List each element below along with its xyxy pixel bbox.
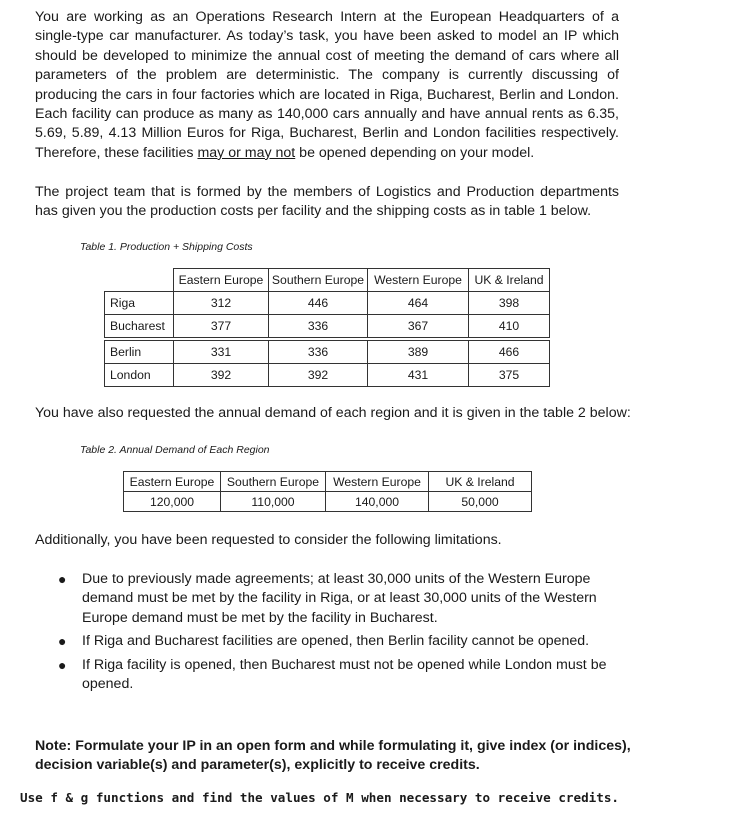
row-label: Bucharest — [105, 315, 174, 338]
table-row — [124, 492, 532, 512]
row-label: London — [105, 364, 174, 387]
costs-table — [104, 268, 550, 387]
footer-instruction: Use f & g functions and find the values of M when necessary to receive credits. — [20, 790, 619, 805]
table-cell: 389 — [368, 341, 469, 364]
table-cell: 312 — [174, 292, 269, 315]
table-cell: 375 — [469, 364, 550, 387]
bullet-icon: ● — [58, 571, 67, 587]
table-cell: 377 — [174, 315, 269, 338]
project-paragraph: The project team that is formed by the members of Logistics and Production departments has given you the production costs per facility and the shipping costs as in table 1 below. — [35, 184, 619, 220]
list-item: ● If Riga facility is opened, then Bucharest must not be opened while London must be opened. — [58, 656, 607, 693]
table-cell: 50,000 — [429, 492, 532, 512]
row-label: Berlin — [105, 341, 174, 364]
limitations-list — [58, 570, 618, 698]
table-cell: 336 — [269, 341, 368, 364]
table-cell: 392 — [174, 364, 269, 387]
table-row — [105, 315, 550, 338]
table-cell: 431 — [368, 364, 469, 387]
note-text: Note: Formulate your IP in an open form and while formulating it, give index (or indices), decision variable(s) and parameter(s), explicitly to receive credits. — [35, 738, 631, 774]
table-header-row — [124, 472, 532, 492]
table-corner-cell — [105, 269, 174, 292]
table-row — [105, 341, 550, 364]
table-cell: 392 — [269, 364, 368, 387]
table-cell: 331 — [174, 341, 269, 364]
column-header: Eastern Europe — [124, 472, 221, 492]
column-header: Western Europe — [368, 269, 469, 292]
bullet-icon: ● — [58, 656, 67, 673]
intro-paragraph — [35, 8, 619, 163]
column-header: Southern Europe — [221, 472, 326, 492]
column-header: UK & Ireland — [469, 269, 550, 292]
row-label: Riga — [105, 292, 174, 315]
table-header-row — [105, 269, 550, 292]
intro-text-end: be opened depending on your model. — [295, 144, 535, 161]
column-header: Southern Europe — [269, 269, 368, 292]
table-cell: 466 — [469, 341, 550, 364]
demand-table — [123, 471, 532, 512]
intro-text: You are working as an Operations Research Intern at the European Headquarters of a single-type car manufacturer. As today’s task, you have been asked to model an IP which should be developed to minimize the annual cost of meeting the demand of cars where all parameters of the problem are deterministic. The company is currently discussing of producing the cars in four factories which are located in Riga, Bucharest, Berlin and London. Each facility can produce as many as 140,000 cars annually and have annual rents as 6.35, 5.69, 5.89, 4.13 Million Euros for Riga, Bucharest, Berlin and London facilities respectively. Therefore, these facilities — [35, 9, 619, 161]
limitations-intro: Additionally, you have been requested to consider the following limitations. — [35, 532, 502, 548]
table-cell: 398 — [469, 292, 550, 315]
table1-caption: Table 1. Production + Shipping Costs — [80, 241, 253, 253]
list-item: ● If Riga and Bucharest facilities are opened, then Berlin facility cannot be opened. — [58, 632, 618, 651]
table-cell: 410 — [469, 315, 550, 338]
demand-paragraph: You have also requested the annual demand of each region and it is given in the table 2 below: — [35, 405, 631, 421]
table-row — [105, 292, 550, 315]
column-header: UK & Ireland — [429, 472, 532, 492]
table-row — [105, 364, 550, 387]
bullet-icon: ● — [58, 633, 67, 650]
table-cell: 446 — [269, 292, 368, 315]
table-cell: 110,000 — [221, 492, 326, 512]
list-item: ● Due to previously made agreements; at least 30,000 units of the Western Europe demand must be met by the facility in Riga, or at least 30,000 units of the Western Europe demand must be met by the facility in Bucharest. — [58, 571, 597, 626]
table-cell: 336 — [269, 315, 368, 338]
column-header: Western Europe — [326, 472, 429, 492]
column-header: Eastern Europe — [174, 269, 269, 292]
table-cell: 140,000 — [326, 492, 429, 512]
table-cell: 120,000 — [124, 492, 221, 512]
table2-caption: Table 2. Annual Demand of Each Region — [80, 444, 270, 456]
table-cell: 367 — [368, 315, 469, 338]
table-cell: 464 — [368, 292, 469, 315]
intro-underlined-text: may or may not — [197, 144, 296, 161]
